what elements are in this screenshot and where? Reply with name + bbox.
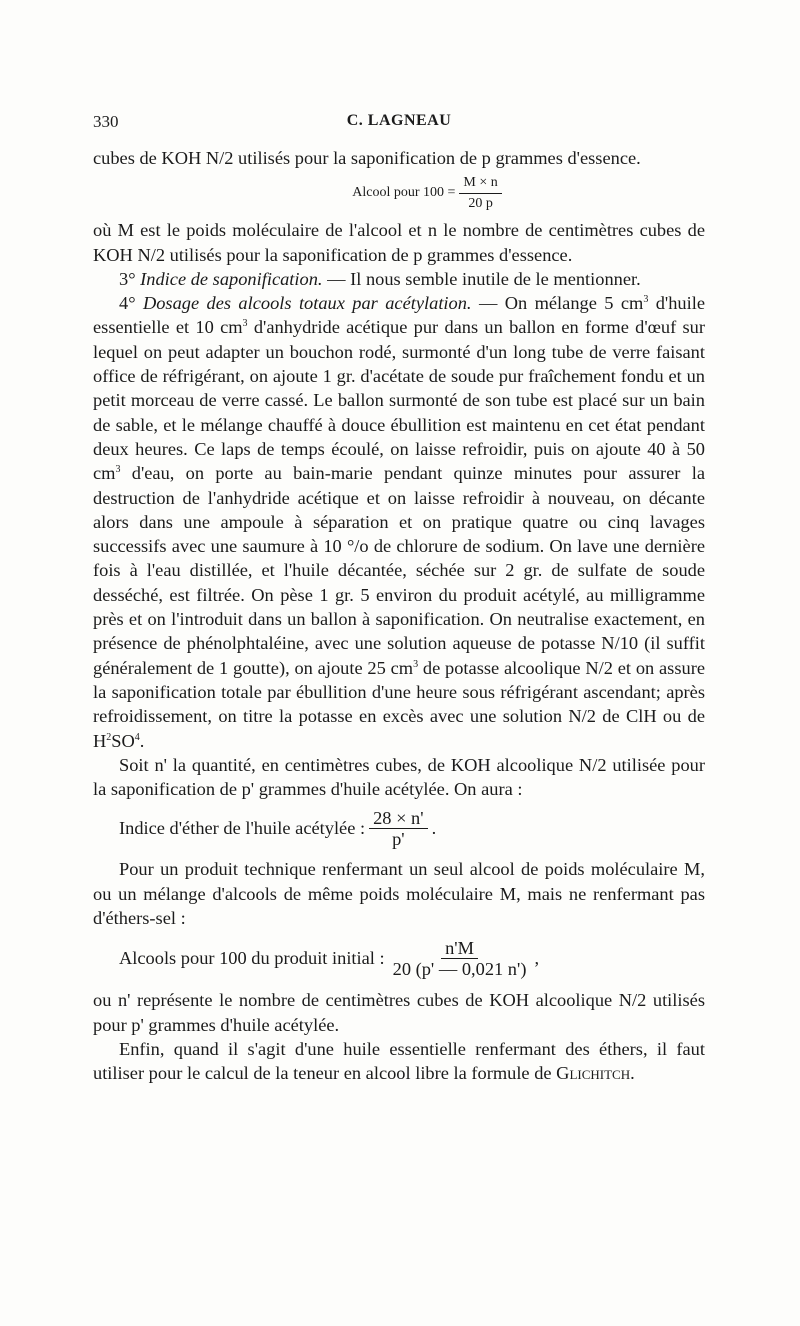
formula-indice-denominator: p' [392, 828, 405, 849]
section-number: 3° [119, 268, 136, 289]
superscript: 3 [643, 294, 649, 306]
formula-alcool-denominator: 20 p [468, 195, 493, 211]
paragraph-4 [93, 291, 705, 753]
formula-alcools-fraction [389, 938, 531, 979]
superscript: 3 [115, 464, 121, 476]
text-run: de potasse alcoolique N/2 et on assure la saponification totale par ébullition d'une heure sous réfrigérant ascendant; après refroidissement, on titre la potasse en excès avec une solution N/2 de ClH ou de H [93, 657, 705, 751]
formula-alcools-100 [93, 932, 705, 984]
text-run: . [139, 730, 145, 751]
formula-indice-label: Indice d'éther de l'huile acétylée : [119, 818, 366, 839]
superscript: 3 [242, 318, 248, 330]
page-header [93, 112, 705, 136]
formula-alcool-numerator: M × n [459, 173, 501, 194]
formula-alcools-label: Alcools pour 100 du produit initial : [119, 948, 385, 969]
page-body [93, 146, 705, 1086]
text-run: SO [111, 730, 135, 751]
formula-alcool-label: Alcool pour 100 = [352, 185, 456, 201]
text-run: d'anhydride acétique pur dans un ballon en forme d'œuf sur lequel on peut adapter un bouchon rodé, surmonté d'un long tube de verre faisant office de réfrigérant, on ajoute 1 gr. d'acétate de soude pur fraîchement fondu et un petit morceau de verre cassé. Le ballon surmonté de son tube est placé sur un bain de sable, et le mélange chauffé à douce ébullition est maintenu en cet état pendant deux heures. Ce laps de temps écoulé, on laisse refroidir, puis on ajoute 40 à 50 cm [93, 317, 705, 484]
formula-indice-fraction [369, 808, 427, 849]
paragraph-8 [93, 1037, 705, 1086]
paragraph-7: ou n' représente le nombre de centimètres cubes de KOH alcoolique N/2 utilisés pour p' grammes d'huile acétylée. [93, 990, 705, 1035]
paragraph-2: où M est le poids moléculaire de l'alcool et n le nombre de centimètres cubes de KOH N/2 utilisés pour la saponification de p grammes d'essence. [93, 220, 705, 265]
paragraph-6: Pour un produit technique renfermant un seul alcool de poids moléculaire M, ou un mélange d'alcools de même poids moléculaire M, mais ne renfermant pas d'éthers-sel : [93, 859, 705, 929]
superscript: 2 [106, 731, 112, 743]
paragraph-5: Soit n' la quantité, en centimètres cubes, de KOH alcoolique N/2 utilisée pour la saponification de p' grammes d'huile acétylée. On aura : [93, 754, 705, 800]
paragraph-3 [93, 267, 705, 291]
formula-indice-ether [93, 803, 705, 853]
formula-indice-numerator: 28 × n' [369, 808, 427, 829]
superscript: 4 [134, 731, 140, 743]
text-run: d'huile essentielle et 10 cm [93, 293, 705, 338]
text-run: . [630, 1063, 635, 1084]
formula-alcool [93, 172, 705, 214]
text-run: — On mélange 5 cm [478, 293, 644, 314]
text-run: Enfin, quand il s'agit d'une huile essentielle renfermant des éthers, il faut utiliser pour le calcul de la teneur en alcool libre la formule de [93, 1038, 705, 1084]
page-number: 330 [93, 112, 119, 131]
text-run: d'eau, on porte au bain-marie pendant quinze minutes pour assurer la destruction de l'anhydride acétique et on laisse refroidir à nouveau, on décante alors dans une ampoule à séparation et on pratique quatre ou cinq lavages successifs avec une saumure à 10 °/o de chlorure de sodium. On lave une dernière fois à l'eau distillée, et l'huile décantée, séchée sur 2 gr. de sulfate de soude desséché, est filtrée. On pèse 1 gr. 5 environ du produit acétylé, au milligramme près et on l'introduit dans un ballon à saponification. On neutralise exactement, en présence de phénolphtaléine, avec une solution aqueuse de potasse N/10 (il suffit généralement de 1 goutte), on ajoute 25 cm [93, 463, 705, 678]
formula-alcools-end: , [534, 948, 540, 969]
formula-alcools-denominator: 20 (p' — 0,021 n') [392, 958, 527, 979]
paragraph-1: cubes de KOH N/2 utilisés pour la saponification de p grammes d'essence. [93, 148, 641, 168]
section-number: 4° [119, 293, 136, 314]
formula-alcool-fraction [459, 173, 501, 214]
running-title: C. LAGNEAU [346, 112, 452, 129]
formula-alcools-numerator: n'M [441, 938, 478, 959]
author-name: Glichitch [556, 1063, 631, 1084]
section-title: Indice de saponification. [140, 268, 323, 289]
formula-indice-end: . [431, 818, 437, 839]
section-text: — Il nous semble inutile de le mentionner. [327, 268, 641, 289]
superscript: 3 [413, 658, 419, 670]
section-title: Dosage des alcools totaux par acétylation. [142, 293, 472, 314]
